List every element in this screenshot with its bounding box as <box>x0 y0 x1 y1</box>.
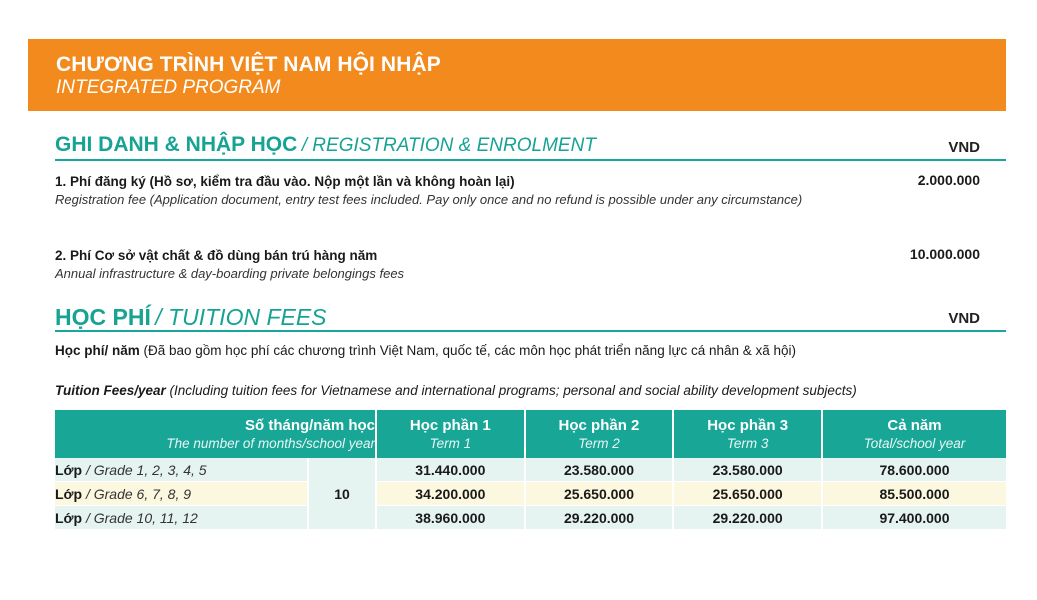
tuition-table <box>55 410 1006 530</box>
table-row <box>55 458 1006 482</box>
header-total-en: Total/school year <box>863 435 966 451</box>
grade-label-vi: Lớp <box>55 509 83 526</box>
table-row <box>55 482 1006 506</box>
term1-value: 38.960.000 <box>376 506 525 530</box>
header-term3 <box>673 410 822 458</box>
term2-value: 25.650.000 <box>525 482 674 506</box>
fee-label-en: Registration fee (Application document, entry test fees included. Pay only once and no refund is possible under any circumstance) <box>55 192 803 207</box>
header-term2-vi: Học phần 2 <box>558 416 640 434</box>
header-term3-en: Term 3 <box>726 435 769 451</box>
tuition-unit: VND <box>948 310 980 327</box>
fee-label-vi: 1. Phí đăng ký (Hồ sơ, kiểm tra đầu vào. Nộp một lần và không hoàn lại) <box>55 174 515 189</box>
header-term1 <box>376 410 525 458</box>
tuition-heading-en: / TUITION FEES <box>155 304 327 330</box>
table-header-row <box>55 410 1006 458</box>
program-banner <box>28 39 1006 111</box>
header-months-vi: Số tháng/năm học <box>244 416 375 434</box>
registration-heading <box>55 133 1006 161</box>
total-value: 85.500.000 <box>822 482 1006 506</box>
program-subtitle: INTEGRATED PROGRAM <box>56 77 281 98</box>
header-term3-vi: Học phần 3 <box>707 416 789 434</box>
months-value: 10 <box>308 458 376 530</box>
program-title: CHƯƠNG TRÌNH VIỆT NAM HỘI NHẬP <box>56 53 441 76</box>
header-term2-en: Term 2 <box>578 435 620 451</box>
registration-heading-en: / REGISTRATION & ENROLMENT <box>301 135 596 156</box>
grade-label-en: / Grade 10, 11, 12 <box>82 509 198 526</box>
tuition-note-vi-text: (Đã bao gồm học phí các chương trình Việt Nam, quốc tế, các môn học phát triển năng lực cá nhân & xã hội) <box>139 343 797 358</box>
header-total <box>822 410 1006 458</box>
grade-label-en: / Grade 1, 2, 3, 4, 5 <box>82 461 207 478</box>
tuition-heading-vi: HỌC PHÍ <box>55 304 151 330</box>
term2-value: 29.220.000 <box>525 506 674 530</box>
header-total-vi: Cả năm <box>887 416 942 434</box>
grade-cell <box>55 458 308 482</box>
fee-amount: 10.000.000 <box>909 246 980 262</box>
grade-label-en: / Grade 6, 7, 8, 9 <box>82 485 192 502</box>
fee-label-en: Annual infrastructure & day-boarding private belongings fees <box>55 266 405 281</box>
registration-unit: VND <box>948 139 980 156</box>
table-row <box>55 506 1006 530</box>
header-term1-en: Term 1 <box>429 435 472 451</box>
tuition-note-en <box>55 382 857 400</box>
term2-value: 23.580.000 <box>525 458 674 482</box>
term1-value: 31.440.000 <box>376 458 525 482</box>
grade-label-vi: Lớp <box>55 461 83 478</box>
term1-value: 34.200.000 <box>376 482 525 506</box>
tuition-note-en-bold: Tuition Fees/year <box>55 383 166 398</box>
header-months-en: The number of months/school year <box>166 435 375 451</box>
fee-amount: 2.000.000 <box>917 172 980 188</box>
term3-value: 23.580.000 <box>673 458 822 482</box>
tuition-note-vi <box>55 342 796 360</box>
grade-cell <box>55 506 308 530</box>
total-value: 78.600.000 <box>822 458 1006 482</box>
registration-heading-vi: GHI DANH & NHẬP HỌC <box>55 133 298 156</box>
grade-cell <box>55 482 308 506</box>
fee-item-infrastructure <box>55 246 980 283</box>
header-term1-vi: Học phần 1 <box>409 416 491 434</box>
grade-label-vi: Lớp <box>55 485 83 502</box>
tuition-note-vi-bold: Học phí/ năm <box>55 343 140 358</box>
header-term2 <box>525 410 674 458</box>
fee-label-vi: 2. Phí Cơ sở vật chất & đồ dùng bán trú hàng năm <box>55 248 378 263</box>
tuition-heading <box>55 304 1006 332</box>
fee-item-registration <box>55 172 980 209</box>
header-months <box>55 410 376 458</box>
term3-value: 25.650.000 <box>673 482 822 506</box>
total-value: 97.400.000 <box>822 506 1006 530</box>
tuition-note-en-text: (Including tuition fees for Vietnamese and international programs; personal and social ability development subjects) <box>165 383 857 398</box>
term3-value: 29.220.000 <box>673 506 822 530</box>
